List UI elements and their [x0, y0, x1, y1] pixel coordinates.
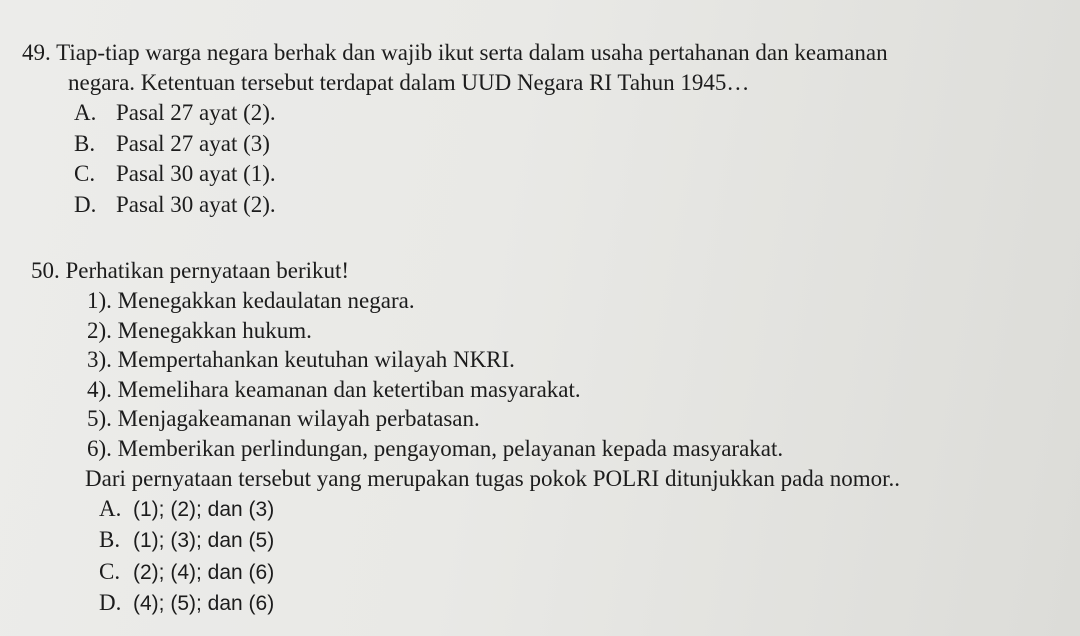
statement-3: 3). Mempertahankan keutuhan wilayah NKRI.: [87, 347, 515, 373]
option-letter: C.: [74, 161, 96, 186]
option-text: (2); (4); dan (6): [133, 560, 275, 584]
statement-6: 6). Memberikan perlindungan, pengayoman, pelayanan kepada masyarakat.: [87, 435, 784, 461]
question-50-title: 50. Perhatikan pernyataan berikut!: [31, 258, 350, 283]
option-letter: D.: [74, 191, 97, 217]
question-50-option-d: [31, 588, 1071, 620]
option-letter: A.: [99, 495, 122, 521]
question-49-option-c: [22, 159, 1062, 190]
question-50-option-a: [31, 494, 1071, 526]
question-50-option-b: [31, 525, 1071, 557]
statement-5: 5). Menjagakeamanan wilayah perbatasan.: [87, 406, 480, 432]
option-letter: B.: [74, 130, 96, 156]
statement-4: 4). Memelihara keamanan dan ketertiban masyarakat.: [87, 376, 581, 402]
option-text: Pasal 30 ayat (2).: [116, 191, 276, 217]
option-text: (1); (2); dan (3): [133, 497, 275, 521]
option-letter: A.: [74, 100, 97, 125]
question-49-text-line-2: negara. Ketentuan tersebut terdapat dalam UUD Negara RI Tahun 1945…: [68, 70, 750, 95]
question-49-option-a: [22, 98, 1062, 129]
statement-1: 1). Menegakkan kedaulatan negara.: [87, 288, 415, 313]
statement-2: 2). Menegakkan hukum.: [87, 317, 312, 343]
question-50-option-c: [31, 557, 1071, 589]
option-text: Pasal 27 ayat (3): [116, 130, 270, 156]
question-49-option-b: [22, 129, 1062, 160]
question-50-prompt: Dari pernyataan tersebut yang merupakan tugas pokok POLRI ditunjukkan pada nomor..: [85, 465, 901, 491]
question-49-text-line-1: 49. Tiap-tiap warga negara berhak dan wajib ikut serta dalam usaha pertahanan dan keamanan: [22, 40, 888, 65]
option-text: Pasal 30 ayat (1).: [116, 161, 276, 186]
question-49-option-d: [22, 190, 1062, 221]
option-text: (4); (5); dan (6): [133, 592, 275, 616]
option-letter: C.: [99, 558, 121, 584]
option-letter: D.: [99, 590, 122, 616]
option-letter: B.: [99, 527, 121, 553]
option-text: (1); (3); dan (5): [133, 529, 275, 553]
option-text: Pasal 27 ayat (2).: [116, 100, 276, 125]
question-50: [31, 256, 1071, 620]
question-49: [22, 38, 1062, 220]
